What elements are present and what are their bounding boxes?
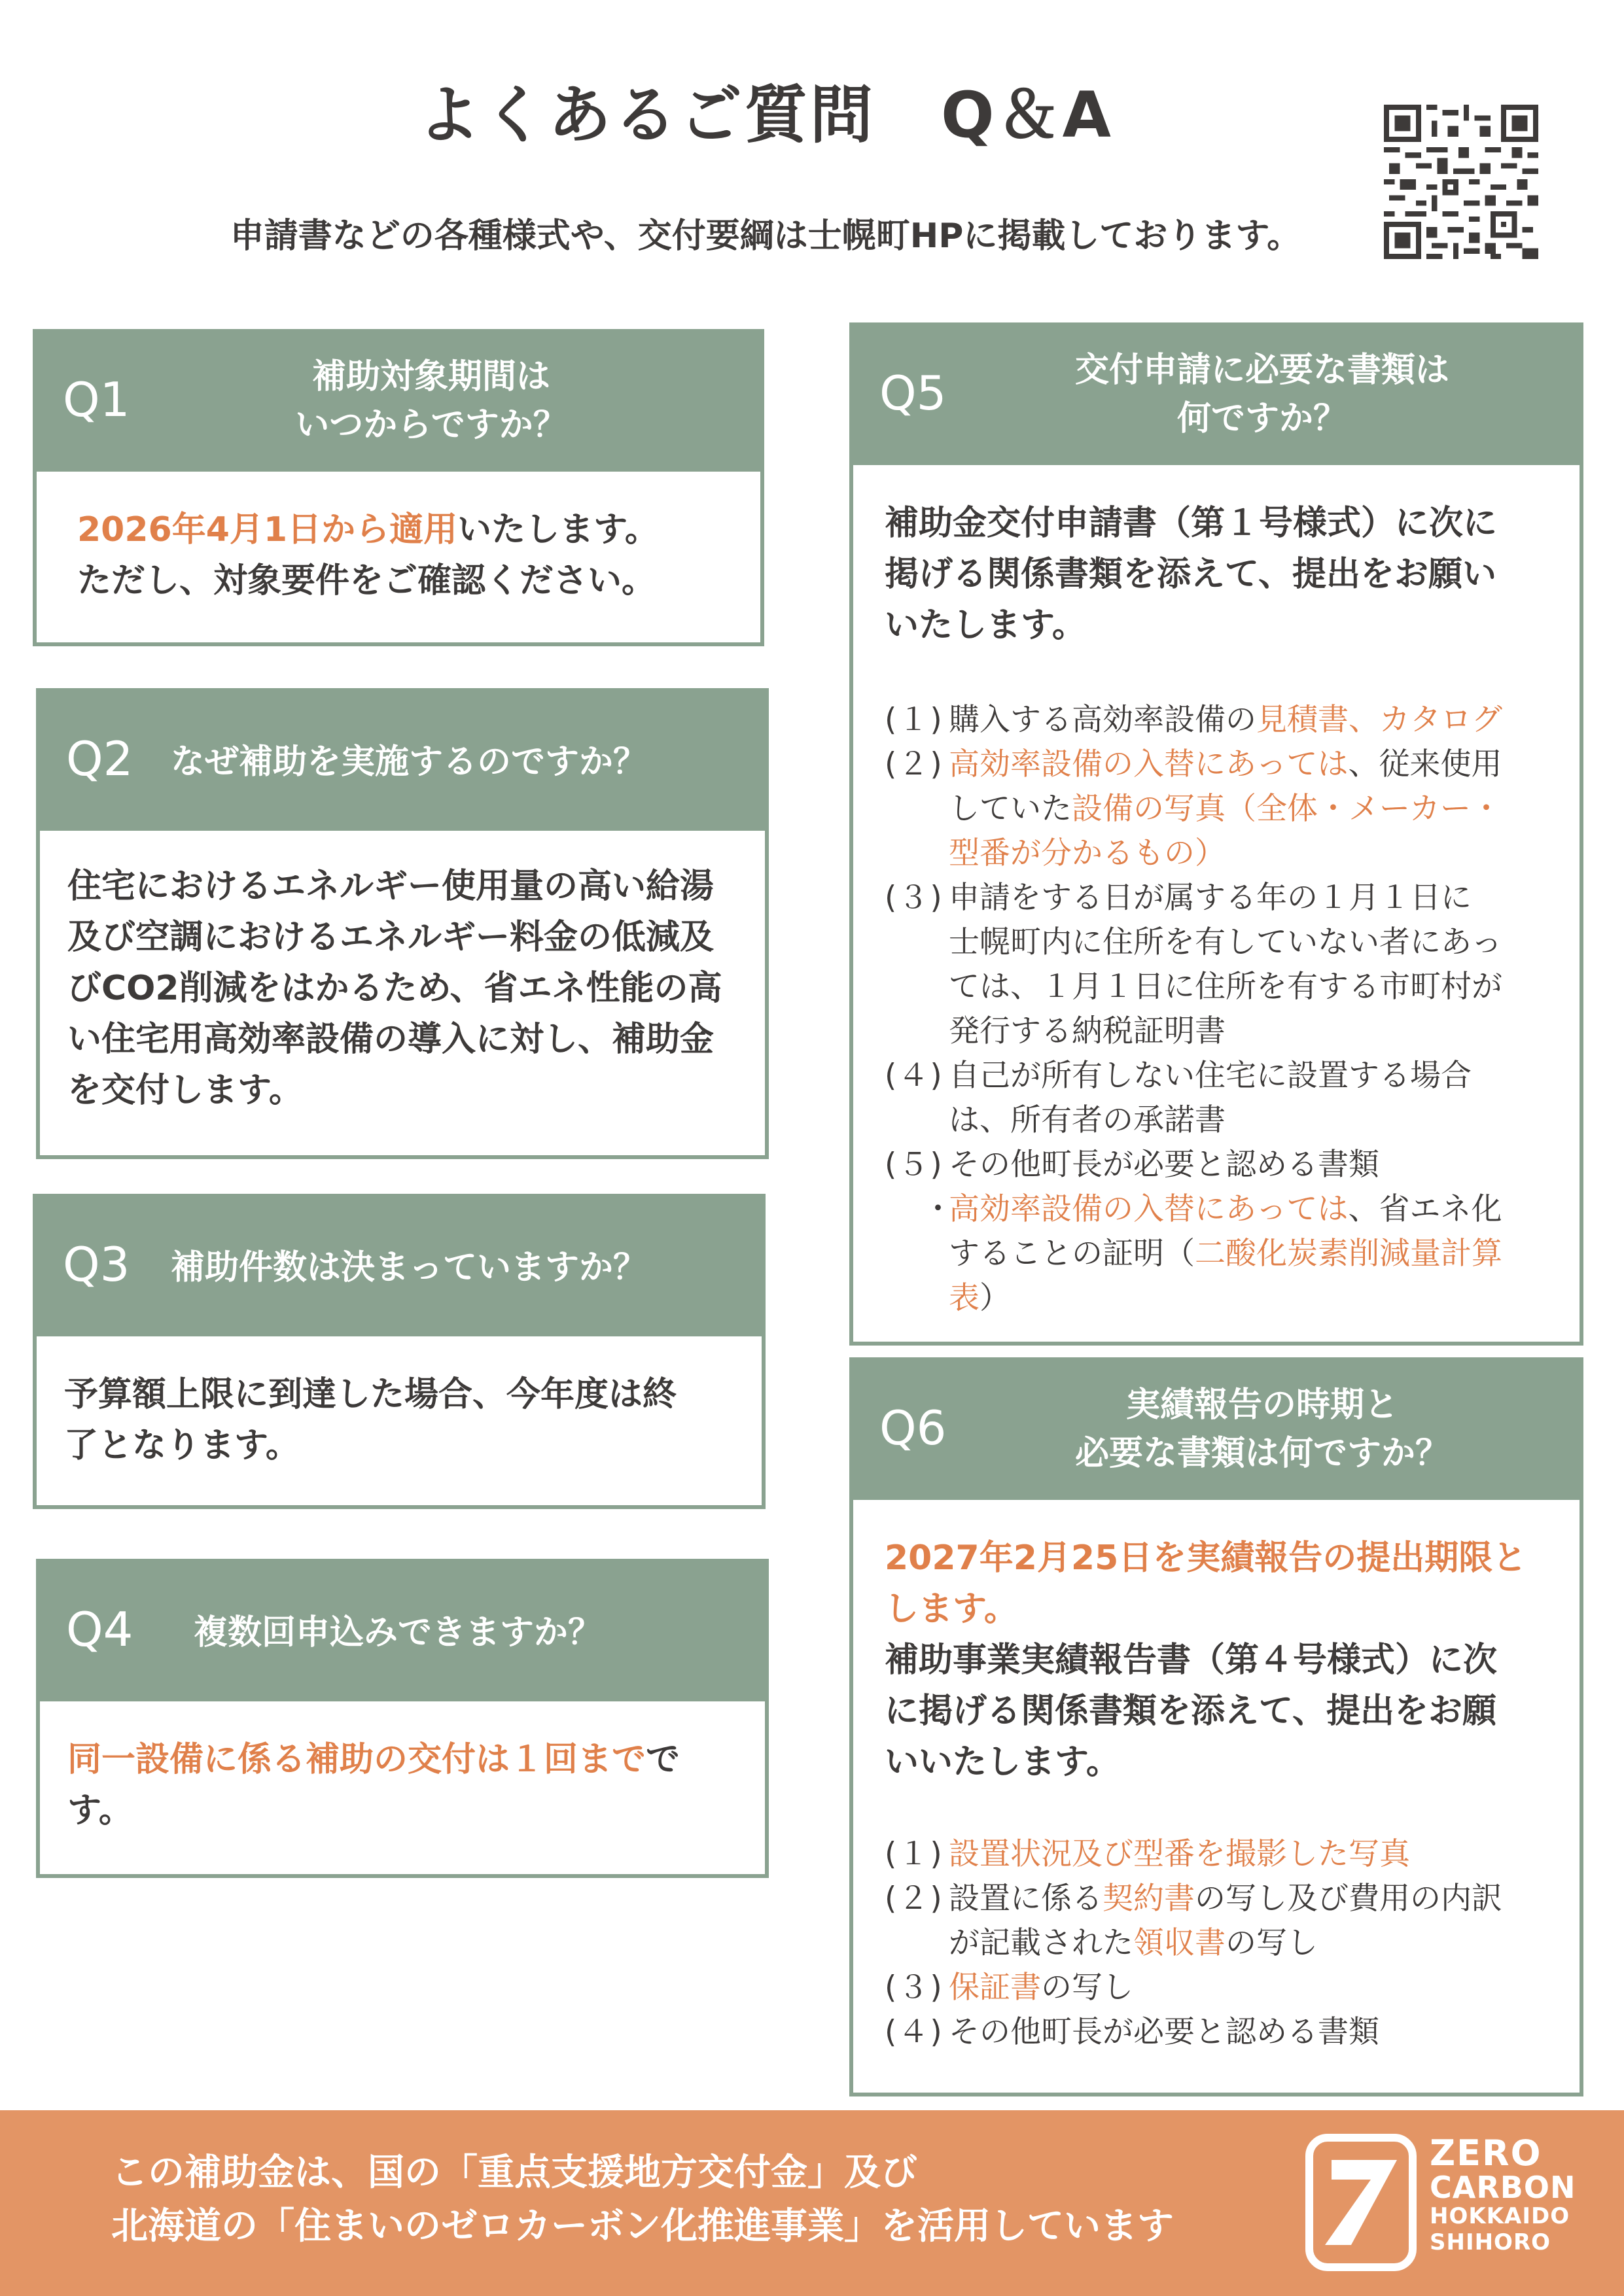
answer-line: 了となります。 xyxy=(64,1426,300,1465)
answer-line: 掲げる関係書類を添えて、提出をお願い xyxy=(885,555,1496,594)
list-item xyxy=(885,698,1570,742)
list-item xyxy=(885,1832,1570,1877)
answer-line: 補助金交付申請書（第１号様式）に次に xyxy=(885,504,1498,543)
answer-intro xyxy=(885,498,1566,651)
answer-line: を交付します。 xyxy=(67,1071,303,1110)
list-number: (３) xyxy=(885,880,944,916)
question-number: Q4 xyxy=(66,1602,133,1657)
faq-card-q4 xyxy=(36,1559,769,1878)
question-number: Q6 xyxy=(879,1400,947,1455)
list-text: 、従来使用 xyxy=(1348,746,1502,782)
list-text: は、所有者の承諾書 xyxy=(949,1102,1226,1138)
zero-carbon-mark-icon xyxy=(1305,2134,1417,2271)
answer-rest: で xyxy=(646,1740,680,1779)
list-text: その他町長が必要と認める書類 xyxy=(949,2014,1379,2050)
answer-rest: いたします。 xyxy=(457,510,659,549)
list-highlight: 高効率設備の入替にあっては xyxy=(949,1191,1349,1227)
answer-text xyxy=(64,1369,749,1471)
question-text xyxy=(168,353,695,449)
list-highlight: 契約書 xyxy=(1103,1881,1195,1917)
list-text: 設置に係る xyxy=(949,1881,1103,1917)
list-item xyxy=(885,1143,1570,1187)
question-number: Q3 xyxy=(63,1237,130,1292)
logo-hokkaido: HOKKAIDO xyxy=(1430,2203,1570,2229)
list-text: ） xyxy=(980,1280,1010,1316)
list-text: 発行する納税証明書 xyxy=(949,1013,1226,1049)
faq-header-q3 xyxy=(37,1198,762,1336)
question-text: 補助件数は決まっていますか？ xyxy=(171,1248,648,1287)
question-line-1: 交付申請に必要な書類は xyxy=(1074,351,1449,390)
answer-text xyxy=(885,1533,1569,1788)
list-number: (５) xyxy=(885,1147,944,1183)
list-text: 、省エネ化 xyxy=(1348,1191,1502,1227)
list-highlight: 二酸化炭素削減量計算 xyxy=(1195,1236,1502,1272)
qr-code-icon[interactable] xyxy=(1384,105,1538,259)
list-item xyxy=(885,1966,1570,2010)
bullet: ・ xyxy=(923,1191,953,1227)
list-highlight: 保証書 xyxy=(949,1970,1041,2006)
faq-card-q5 xyxy=(849,322,1583,1346)
zero-carbon-logo xyxy=(1305,2134,1587,2272)
question-number: Q1 xyxy=(63,372,130,427)
faq-header-q5 xyxy=(853,326,1580,465)
footer-line-2: 北海道の「住まいのゼロカーボン化推進事業」を活用しています xyxy=(111,2205,1174,2248)
question-line-2: 必要な書類は何ですか？ xyxy=(1074,1434,1449,1473)
list-text: の写し xyxy=(1226,1925,1318,1961)
answer-line: びCO2削減をはかるため、省エネ性能の高 xyxy=(67,969,722,1008)
faq-card-q3 xyxy=(33,1194,766,1509)
required-documents-list xyxy=(885,698,1570,1321)
list-text: が記載された xyxy=(949,1925,1133,1961)
deadline-line: します。 xyxy=(885,1590,1018,1629)
list-item xyxy=(885,2010,1570,2055)
answer-text xyxy=(67,861,752,1116)
question-line-2: 何ですか？ xyxy=(1176,399,1347,438)
list-number: (３) xyxy=(885,1970,944,2006)
question-text: なぜ補助を実施するのですか？ xyxy=(171,742,648,782)
answer-line-2: ただし、対象要件をご確認ください。 xyxy=(77,561,656,600)
list-item xyxy=(885,1877,1570,1966)
list-highlight: 設置状況及び型番を撮影した写真 xyxy=(949,1836,1410,1872)
list-number: (４) xyxy=(885,1058,944,1094)
report-documents-list xyxy=(885,1832,1570,2055)
list-text: 自己が所有しない住宅に設置する場合 xyxy=(949,1058,1472,1094)
answer-highlight: 同一設備に係る補助の交付は１回まで xyxy=(67,1740,646,1779)
list-number: (２) xyxy=(885,746,944,782)
list-text: の写し xyxy=(1041,1970,1133,2006)
page-subtitle: 申請書などの各種様式や、交付要綱は士幌町HPに掲載しております。 xyxy=(230,217,1301,256)
list-number: (２) xyxy=(885,1881,944,1917)
question-line-2: いつからですか？ xyxy=(295,406,567,445)
question-number: Q2 xyxy=(66,731,133,786)
question-text: 複数回申込みできますか？ xyxy=(194,1613,603,1652)
faq-card-q6 xyxy=(849,1357,1583,2096)
answer-highlight: 2026年4月1日から適用 xyxy=(77,510,458,549)
list-text: 購入する高効率設備の xyxy=(949,702,1256,738)
list-item xyxy=(885,742,1570,876)
list-highlight: 型番が分かるもの） xyxy=(949,835,1226,871)
list-text: 申請をする日が属する年の１月１日に xyxy=(949,880,1472,916)
faq-header-q2 xyxy=(40,692,765,831)
list-number: (４) xyxy=(885,2014,944,2050)
answer-line: いいたします。 xyxy=(885,1743,1120,1782)
question-line-1: 補助対象期間は xyxy=(311,357,550,396)
list-highlight: 表 xyxy=(949,1280,980,1316)
footer-text xyxy=(111,2146,1174,2253)
logo-zero: ZERO xyxy=(1430,2132,1542,2174)
answer-line: に掲げる関係書類を添えて、提出をお願 xyxy=(885,1692,1496,1731)
logo-carbon: CARBON xyxy=(1430,2170,1576,2205)
list-text: その他町長が必要と認める書類 xyxy=(949,1147,1379,1183)
faq-header-q1 xyxy=(37,333,760,472)
answer-line: 住宅におけるエネルギー使用量の高い給湯 xyxy=(67,867,715,906)
faq-card-q2 xyxy=(36,688,769,1159)
list-text: の写し及び費用の内訳 xyxy=(1195,1881,1502,1917)
answer-line: 及び空調におけるエネルギー料金の低減及 xyxy=(67,918,715,957)
answer-text xyxy=(67,1734,752,1836)
page-title: よくあるご質問 Q＆A xyxy=(417,78,1114,152)
faq-card-q1 xyxy=(33,329,764,646)
list-item xyxy=(885,876,1570,1054)
list-highlight: 見積書、カタログ xyxy=(1256,702,1502,738)
list-text: 士幌町内に住所を有していない者にあっ xyxy=(949,924,1502,960)
list-subitem xyxy=(885,1187,1570,1321)
logo-text xyxy=(1430,2132,1576,2255)
question-line-1: 実績報告の時期と xyxy=(1125,1385,1398,1425)
list-highlight: 領収書 xyxy=(1133,1925,1226,1961)
question-text xyxy=(997,1381,1527,1478)
list-text: することの証明（ xyxy=(949,1236,1195,1272)
question-number: Q5 xyxy=(879,366,947,421)
footer-line-1: この補助金は、国の「重点支援地方交付金」及び xyxy=(111,2151,917,2194)
list-text: ては、１月１日に住所を有する市町村が xyxy=(949,969,1502,1005)
faq-header-q4 xyxy=(40,1563,765,1701)
faq-header-q6 xyxy=(853,1361,1580,1500)
list-number: (１) xyxy=(885,702,944,738)
logo-shihoro: SHIHORO xyxy=(1430,2229,1551,2255)
list-highlight: 設備の写真（全体・メーカー・ xyxy=(1072,791,1502,827)
answer-text xyxy=(77,504,741,606)
answer-line-2: す。 xyxy=(67,1791,133,1830)
answer-line: い住宅用高効率設備の導入に対し、補助金 xyxy=(67,1020,715,1059)
answer-line: 予算額上限に到達した場合、今年度は終 xyxy=(64,1375,677,1414)
answer-line: 補助事業実績報告書（第４号様式）に次 xyxy=(885,1641,1498,1680)
question-text xyxy=(997,346,1527,443)
deadline-line: 2027年2月25日を実績報告の提出期限と xyxy=(885,1539,1527,1578)
list-item xyxy=(885,1054,1570,1143)
list-number: (１) xyxy=(885,1836,944,1872)
list-highlight: 高効率設備の入替にあっては xyxy=(949,746,1349,782)
answer-line: いたします。 xyxy=(885,606,1086,645)
list-text: していた xyxy=(949,791,1072,827)
footer-banner xyxy=(0,2110,1624,2296)
